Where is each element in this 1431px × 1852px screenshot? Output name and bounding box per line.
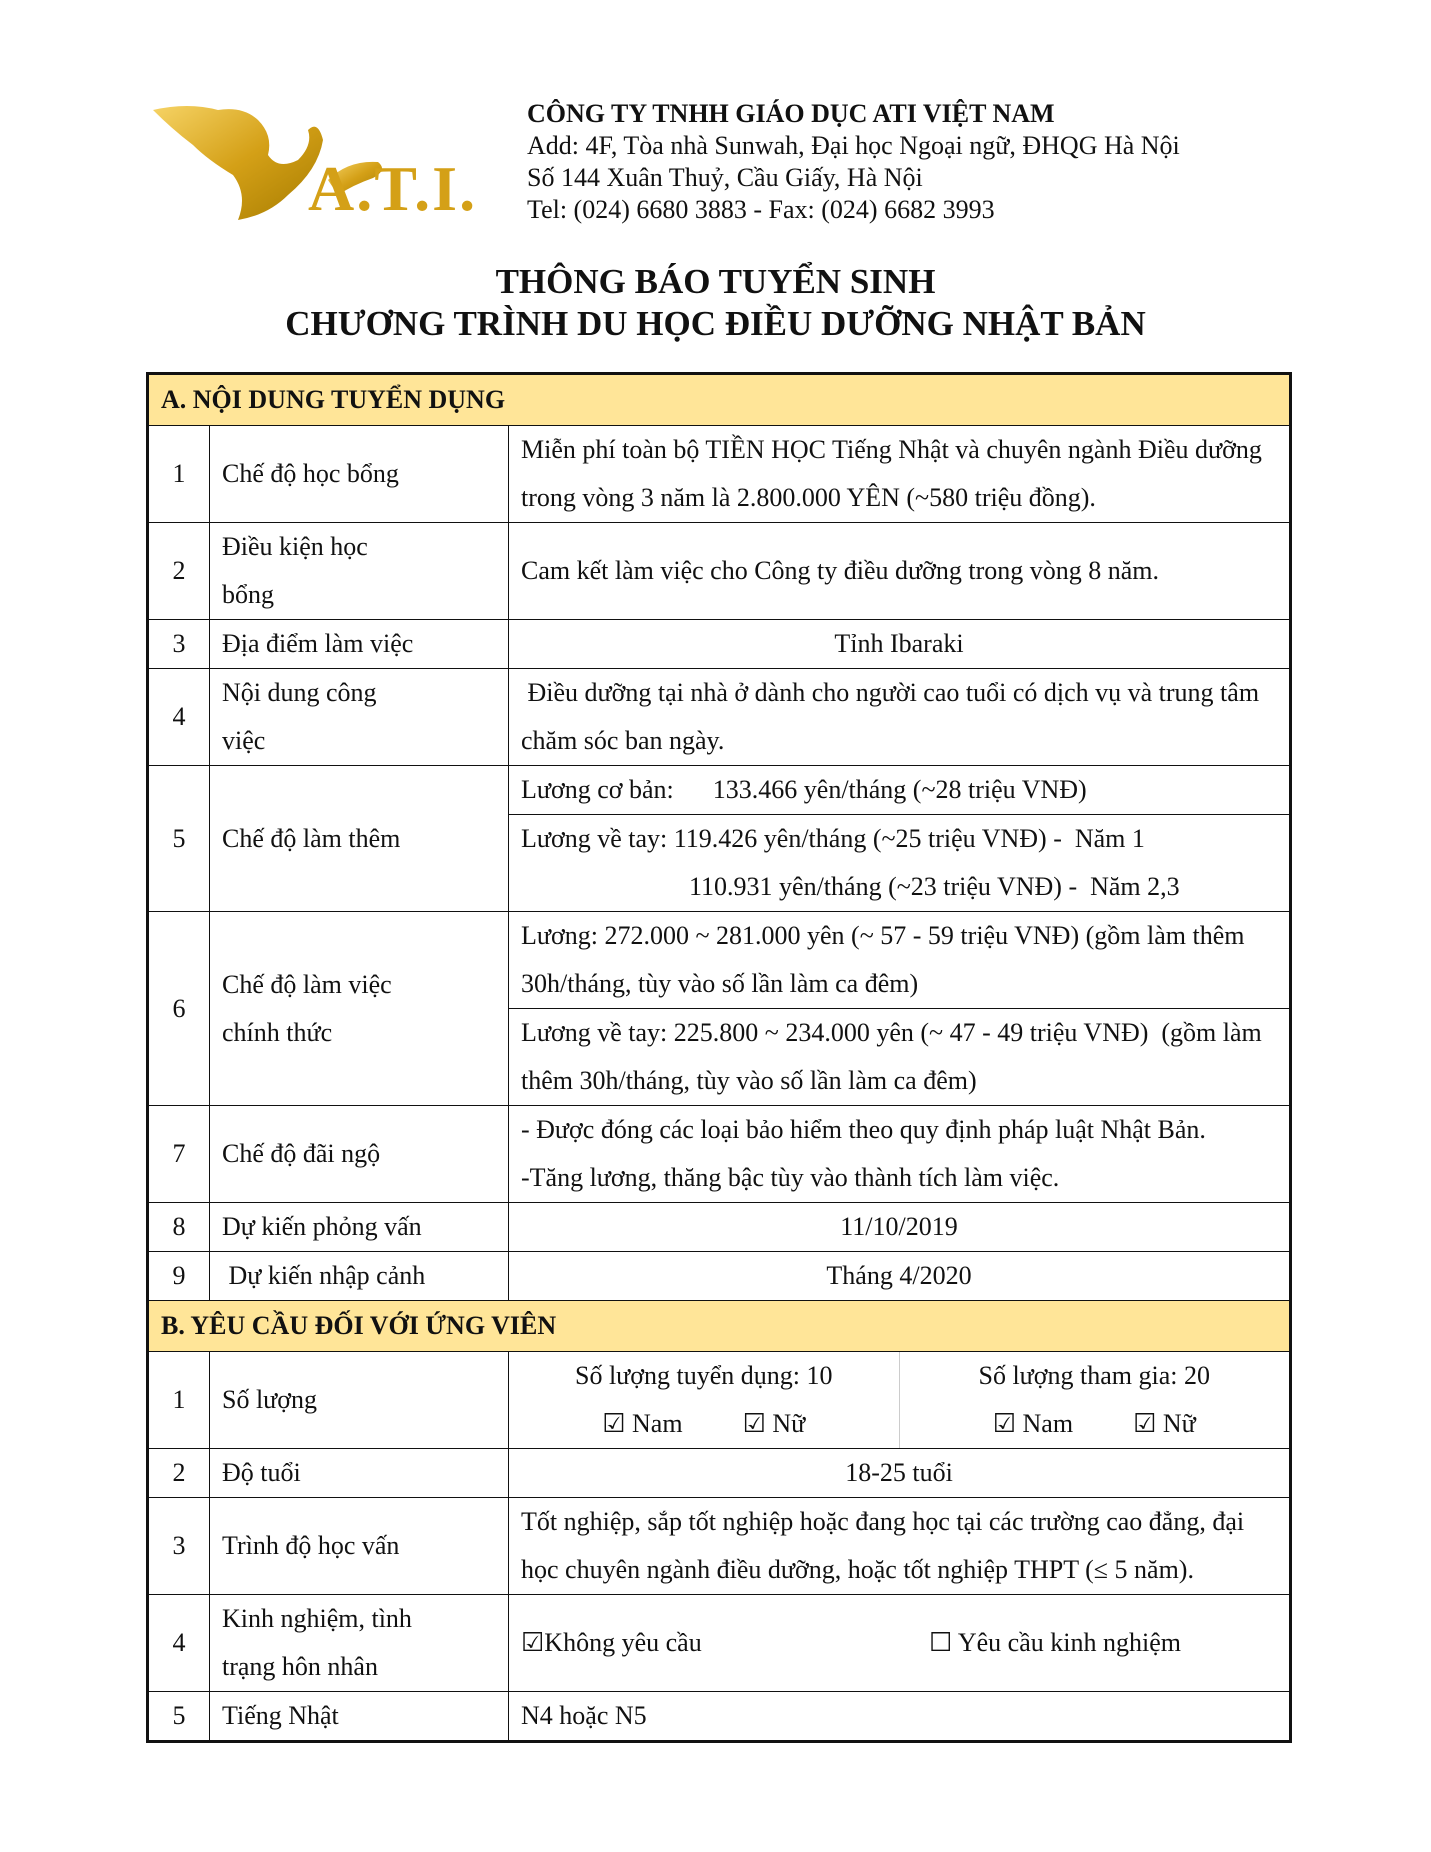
text-line: Số lượng tuyển dụng: 10	[574, 1361, 833, 1390]
table-row	[148, 1692, 1291, 1742]
net-salary	[509, 1008, 1289, 1105]
table-row	[148, 620, 1291, 669]
row-label	[210, 912, 509, 1106]
text-line: Lương về tay: 119.426 yên/tháng (~25 triệu VNĐ) - Năm 1	[521, 824, 1145, 853]
row-number: 7	[148, 1106, 210, 1203]
female-checkbox[interactable]	[743, 1400, 806, 1448]
row-label: Dự kiến phỏng vấn	[210, 1203, 509, 1252]
experience-required-checkbox[interactable]: ☐ Yêu cầu kinh nghiệm	[929, 1628, 1181, 1657]
company-info	[527, 98, 1180, 226]
section-b-header	[148, 1301, 1291, 1352]
row-number: 5	[148, 766, 210, 912]
table-row	[148, 1595, 1291, 1692]
text-line: việc	[222, 726, 266, 755]
text-line: Lương: 272.000 ~ 281.000 yên (~ 57 - 59 triệu VNĐ) (gồm làm thêm	[521, 921, 1245, 950]
text-line: chính thức	[222, 1017, 333, 1047]
table-row	[148, 912, 1291, 1106]
text-line: Miễn phí toàn bộ TIỀN HỌC Tiếng Nhật và chuyên ngành Điều dưỡng	[521, 435, 1262, 464]
text-line: Lương về tay: 225.800 ~ 234.000 yên (~ 47 - 49 triệu VNĐ) (gồm làm	[521, 1018, 1262, 1047]
net-salary	[509, 814, 1289, 911]
row-value: Tháng 4/2020	[509, 1252, 1291, 1301]
row-label: Tiếng Nhật	[210, 1692, 509, 1742]
row-label: Chế độ đãi ngộ	[210, 1106, 509, 1203]
table-row	[148, 1352, 1291, 1449]
row-number: 2	[148, 523, 210, 620]
row-value	[509, 912, 1291, 1106]
text-line: - Được đóng các loại bảo hiểm theo quy định pháp luật Nhật Bản.	[521, 1115, 1206, 1144]
text-line: bổng	[222, 580, 274, 609]
row-value: Cam kết làm việc cho Công ty điều dưỡng trong vòng 8 năm.	[509, 523, 1291, 620]
logo-text: A.T.I.	[308, 153, 478, 224]
male-checkbox[interactable]	[993, 1400, 1073, 1448]
row-label: Chế độ làm thêm	[210, 766, 509, 912]
table-row	[148, 1498, 1291, 1595]
row-number: 3	[148, 620, 210, 669]
text-line: trạng hôn nhân	[222, 1652, 378, 1681]
row-number: 6	[148, 912, 210, 1106]
section-a-heading: A. NỘI DUNG TUYỂN DỤNG	[148, 374, 1291, 426]
gross-salary	[521, 912, 1277, 1008]
row-number: 5	[148, 1692, 210, 1742]
participate-quantity	[899, 1352, 1290, 1448]
female-checkbox[interactable]	[1133, 1400, 1196, 1448]
text-line: học chuyên ngành điều dưỡng, hoặc tốt nghiệp THPT (≤ 5 năm).	[521, 1555, 1194, 1584]
text-line: Chế độ làm việc	[222, 969, 392, 999]
checked-box-icon: ☑	[602, 1409, 626, 1438]
page-title: THÔNG BÁO TUYỂN SINH	[495, 262, 936, 301]
text-line: Điều kiện học	[222, 532, 368, 561]
row-number: 4	[148, 1595, 210, 1692]
row-label: Trình độ học vấn	[210, 1498, 509, 1595]
no-requirement-checkbox[interactable]: ☑Không yêu cầu	[521, 1628, 702, 1657]
checkbox-label: Nam	[625, 1409, 683, 1438]
page-subtitle: CHƯƠNG TRÌNH DU HỌC ĐIỀU DƯỠNG NHẬT BẢN	[285, 304, 1146, 343]
base-salary: Lương cơ bản: 133.466 yên/tháng (~28 triệu VNĐ)	[521, 775, 1087, 804]
recruitment-table	[146, 372, 1292, 1743]
gender-checks	[900, 1400, 1290, 1448]
company-contact: Tel: (024) 6680 3883 - Fax: (024) 6682 3993	[527, 195, 995, 224]
row-value	[509, 1595, 1291, 1692]
quantity-split	[509, 1352, 1289, 1448]
row-label: Chế độ học bổng	[210, 426, 509, 523]
row-label	[210, 669, 509, 766]
text-line: Số lượng tham gia: 20	[978, 1361, 1210, 1390]
row-label	[210, 1595, 509, 1692]
row-label: Dự kiến nhập cảnh	[210, 1252, 509, 1301]
table-row	[148, 1252, 1291, 1301]
checkbox-label: Nam	[1016, 1409, 1074, 1438]
text-line: Tốt nghiệp, sắp tốt nghiệp hoặc đang học tại các trường cao đẳng, đại	[521, 1507, 1245, 1536]
male-checkbox[interactable]	[602, 1400, 682, 1448]
checked-box-icon: ☑	[742, 1409, 766, 1438]
company-name: CÔNG TY TNHH GIÁO DỤC ATI VIỆT NAM	[527, 99, 1055, 128]
table-row	[148, 1203, 1291, 1252]
text-line: trong vòng 3 năm là 2.800.000 YÊN (~580 triệu đồng).	[521, 483, 1096, 512]
company-address-2: Số 144 Xuân Thuỷ, Cầu Giấy, Hà Nội	[527, 163, 923, 192]
text-line: -Tăng lương, thăng bậc tùy vào thành tích làm việc.	[521, 1163, 1060, 1192]
table-row	[148, 523, 1291, 620]
gender-checks	[509, 1400, 899, 1448]
table-row	[148, 426, 1291, 523]
checked-box-icon: ☑	[1133, 1409, 1157, 1438]
text-line: 110.931 yên/tháng (~23 triệu VNĐ) - Năm 2,3	[689, 872, 1180, 901]
row-label	[210, 523, 509, 620]
row-number: 1	[148, 1352, 210, 1449]
row-number: 1	[148, 426, 210, 523]
row-number: 3	[148, 1498, 210, 1595]
text-line: Kinh nghiệm, tình	[222, 1604, 412, 1633]
table-row	[148, 669, 1291, 766]
row-value	[509, 1352, 1291, 1449]
checkbox-label: Nữ	[765, 1409, 806, 1438]
row-label: Địa điểm làm việc	[210, 620, 509, 669]
row-value	[509, 669, 1291, 766]
row-value	[509, 1498, 1291, 1595]
section-b-heading: B. YÊU CẦU ĐỐI VỚI ỨNG VIÊN	[148, 1301, 1291, 1352]
row-value	[509, 766, 1291, 912]
table-row	[148, 1449, 1291, 1498]
row-value: 18-25 tuổi	[509, 1449, 1291, 1498]
text-line: 30h/tháng, tùy vào số lần làm ca đêm)	[521, 969, 919, 998]
row-number: 8	[148, 1203, 210, 1252]
text-line: chăm sóc ban ngày.	[521, 726, 725, 755]
row-label: Độ tuổi	[210, 1449, 509, 1498]
row-value: Tỉnh Ibaraki	[509, 620, 1291, 669]
section-a-header	[148, 374, 1291, 426]
company-logo	[148, 100, 488, 230]
text-line: Điều dưỡng tại nhà ở dành cho người cao tuổi có dịch vụ và trung tâm	[521, 678, 1260, 707]
checkbox-label: Nữ	[1156, 1409, 1196, 1438]
row-number: 9	[148, 1252, 210, 1301]
row-value	[509, 1106, 1291, 1203]
table-row	[148, 766, 1291, 912]
row-value	[509, 426, 1291, 523]
row-value: 11/10/2019	[509, 1203, 1291, 1252]
row-value: N4 hoặc N5	[509, 1692, 1291, 1742]
text-line: Nội dung công	[222, 678, 377, 707]
experience-options	[521, 1619, 1277, 1667]
row-number: 4	[148, 669, 210, 766]
table-row	[148, 1106, 1291, 1203]
checked-box-icon: ☑	[992, 1409, 1017, 1438]
row-label: Số lượng	[210, 1352, 509, 1449]
row-number: 2	[148, 1449, 210, 1498]
text-line: thêm 30h/tháng, tùy vào số lần làm ca đêm)	[521, 1066, 977, 1095]
company-address-1: Add: 4F, Tòa nhà Sunwah, Đại học Ngoại ngữ, ĐHQG Hà Nội	[527, 131, 1180, 160]
recruit-quantity	[509, 1352, 899, 1448]
